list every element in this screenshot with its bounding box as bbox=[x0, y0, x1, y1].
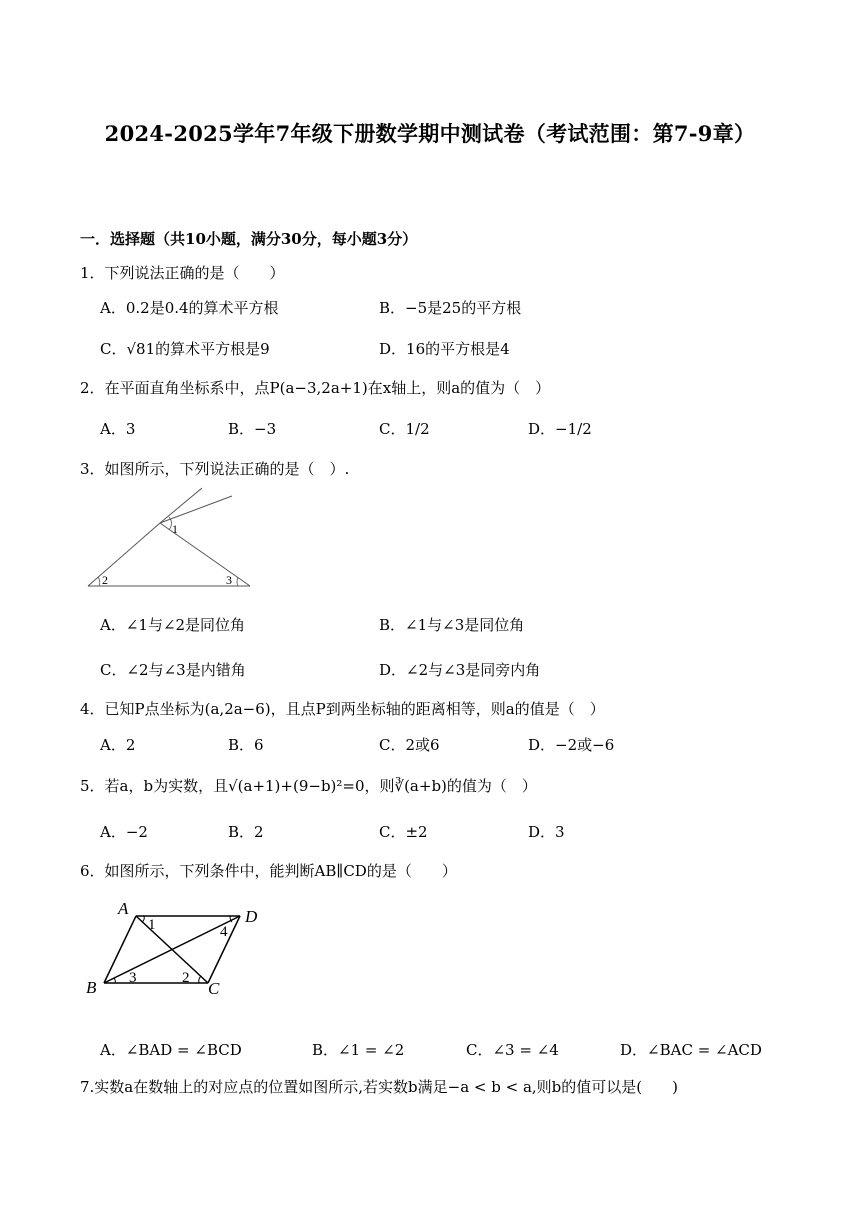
q4-option-d: D．−2或−6 bbox=[528, 736, 615, 754]
q5-option-c: C．±2 bbox=[379, 823, 428, 841]
q1-option-a: A．0.2是0.4的算术平方根 bbox=[100, 299, 279, 317]
q6-angle-label-1: 1 bbox=[148, 917, 156, 933]
question-6: 6．如图所示，下列条件中，能判断AB∥CD的是（ ） bbox=[80, 862, 457, 880]
section-heading: 一．选择题（共10小题，满分30分，每小题3分） bbox=[80, 230, 418, 248]
q5-option-a: A．−2 bbox=[100, 823, 148, 841]
q3-angle-label-2: 2 bbox=[102, 573, 108, 587]
question-7: 7.实数a在数轴上的对应点的位置如图所示,若实数b满足−a < b < a,则b的值可以是( ) bbox=[80, 1078, 678, 1096]
q1-option-c: C．√81的算术平方根是9 bbox=[100, 340, 270, 358]
q4-option-a: A．2 bbox=[100, 736, 136, 754]
q6-angle-label-3: 3 bbox=[129, 970, 137, 986]
page-title: 2024-2025学年7年级下册数学期中测试卷（考试范围：第7-9章） bbox=[104, 121, 756, 146]
question-3: 3．如图所示，下列说法正确的是（ ）. bbox=[80, 460, 350, 478]
q1-option-d: D．16的平方根是4 bbox=[379, 340, 510, 358]
q5-option-d: D．3 bbox=[528, 823, 565, 841]
q1-option-b: B．−5是25的平方根 bbox=[379, 299, 522, 317]
q6-option-a: A．∠BAD = ∠BCD bbox=[100, 1041, 242, 1059]
q6-angle-label-4: 4 bbox=[220, 924, 228, 940]
q4-option-c: C．2或6 bbox=[379, 736, 440, 754]
question-2: 2．在平面直角坐标系中，点P(a−3,2a+1)在x轴上，则a的值为（ ） bbox=[80, 379, 551, 397]
q3-figure bbox=[86, 486, 256, 592]
q6-point-c: C bbox=[208, 979, 220, 998]
q3-option-d: D．∠2与∠3是同旁内角 bbox=[379, 661, 541, 679]
q6-point-a: A bbox=[118, 899, 129, 918]
q3-angle-label-3: 3 bbox=[226, 573, 232, 587]
q2-option-c: C．1/2 bbox=[379, 420, 430, 438]
q2-option-b: B．−3 bbox=[228, 420, 277, 438]
q2-option-d: D．−1/2 bbox=[528, 420, 592, 438]
q6-point-b: B bbox=[86, 978, 97, 997]
q6-figure bbox=[84, 898, 270, 1000]
q5-option-b: B．2 bbox=[228, 823, 264, 841]
q6-option-b: B．∠1 = ∠2 bbox=[312, 1041, 405, 1059]
q3-option-c: C．∠2与∠3是内错角 bbox=[100, 661, 246, 679]
q3-option-a: A．∠1与∠2是同位角 bbox=[100, 616, 246, 634]
question-4: 4．已知P点坐标为(a,2a−6)，且点P到两坐标轴的距离相等，则a的值是（ ） bbox=[80, 700, 605, 718]
q6-point-d: D bbox=[245, 907, 258, 926]
q3-option-b: B．∠1与∠3是同位角 bbox=[379, 616, 525, 634]
q3-angle-label-1: 1 bbox=[172, 522, 178, 536]
q6-option-c: C．∠3 = ∠4 bbox=[466, 1041, 559, 1059]
q2-option-a: A．3 bbox=[100, 420, 136, 438]
q4-option-b: B．6 bbox=[228, 736, 264, 754]
question-1: 1．下列说法正确的是（ ） bbox=[80, 264, 285, 282]
q6-option-d: D．∠BAC = ∠ACD bbox=[620, 1041, 762, 1059]
q6-angle-label-2: 2 bbox=[182, 970, 190, 986]
question-5: 5．若a，b为实数，且√(a+1)+(9−b)²=0，则∛(a+b)的值为（ ） bbox=[80, 777, 537, 795]
